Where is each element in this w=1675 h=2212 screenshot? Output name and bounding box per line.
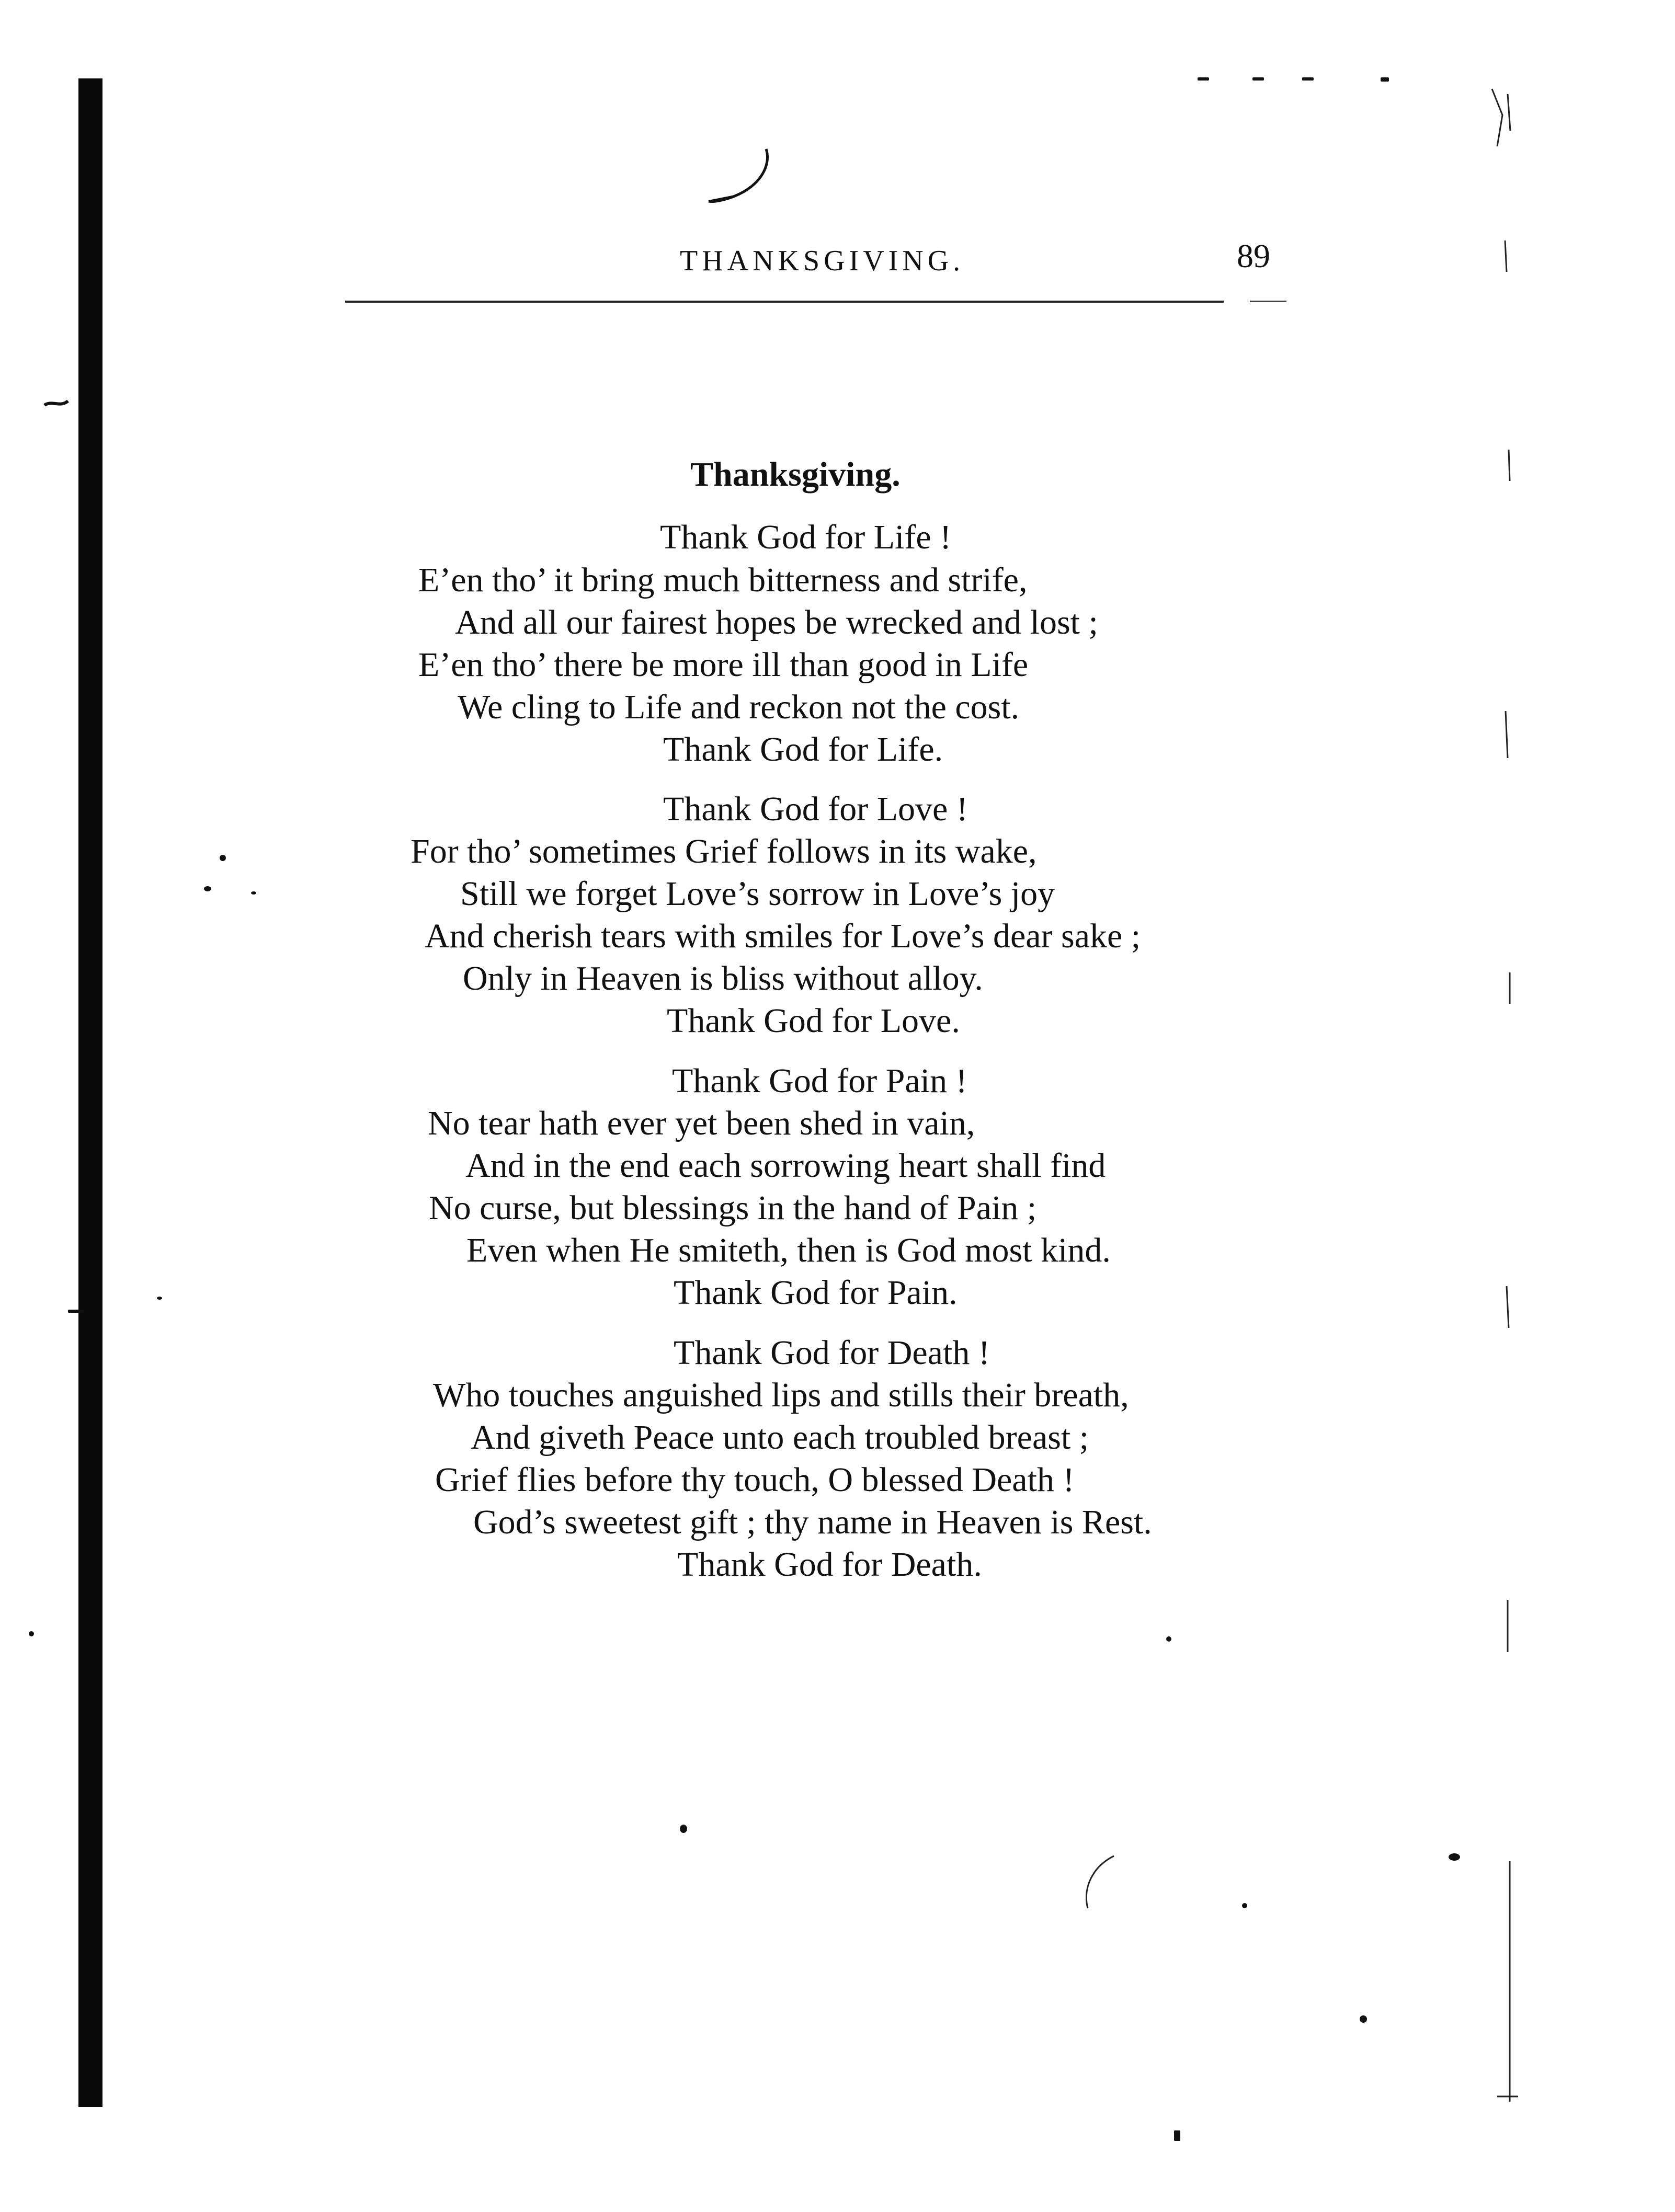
poem-title: Thanksgiving.	[690, 455, 901, 494]
stanza-1-line-6: Thank God for Life.	[663, 730, 943, 769]
stanza-4-line-2: Who touches anguished lips and stills their breath,	[433, 1376, 1129, 1414]
stanza-2-line-3: Still we forget Love’s sorrow in Love’s joy	[460, 875, 1055, 913]
speck	[29, 1631, 34, 1636]
speck	[1252, 77, 1264, 81]
stanza-1-line-1: Thank God for Life !	[660, 518, 952, 556]
stanza-1-line-3: And all our fairest hopes be wrecked and lost ;	[455, 603, 1098, 641]
stanza-3-line-3: And in the end each sorrowing heart shall find	[465, 1147, 1106, 1185]
stanza-3-line-4: No curse, but blessings in the hand of Pain ;	[429, 1189, 1037, 1227]
edge-noise	[1487, 84, 1518, 2112]
stanza-2-line-2: For tho’ sometimes Grief follows in its wake,	[411, 832, 1037, 870]
binding-edge	[78, 78, 102, 2107]
speck	[204, 886, 211, 891]
speck	[1174, 2130, 1180, 2141]
stanza-2-line-1: Thank God for Love !	[663, 790, 968, 828]
speck	[1360, 2015, 1367, 2023]
speck	[1166, 1636, 1171, 1642]
speck	[680, 1825, 687, 1833]
speck	[157, 1297, 162, 1300]
page-number: 89	[1237, 237, 1270, 274]
stanza-4-line-5: God’s sweetest gift ; thy name in Heaven is Rest.	[473, 1503, 1152, 1541]
stanza-1-line-4: E’en tho’ there be more ill than good in Life	[418, 646, 1029, 684]
stanza-4-line-6: Thank God for Death.	[677, 1545, 982, 1584]
stanza-2-line-5: Only in Heaven is bliss without alloy.	[463, 959, 983, 998]
stanza-1-line-5: We cling to Life and reckon not the cost.	[458, 688, 1020, 726]
speck	[1381, 77, 1389, 82]
stanza-2-line-4: And cherish tears with smiles for Love’s dear sake ;	[425, 917, 1141, 955]
stray-pen-mark	[1072, 1851, 1124, 1919]
stanza-2-line-6: Thank God for Love.	[667, 1002, 960, 1040]
speck	[1198, 77, 1209, 81]
header-rule-tail	[1250, 301, 1286, 302]
stanza-3-line-6: Thank God for Pain.	[674, 1274, 958, 1312]
stanza-3-line-1: Thank God for Pain !	[672, 1062, 967, 1100]
speck	[1449, 1853, 1460, 1861]
stanza-3-line-2: No tear hath ever yet been shed in vain,	[428, 1104, 975, 1142]
stanza-1-line-2: E’en tho’ it bring much bitterness and strife,	[418, 561, 1028, 599]
stanza-3-line-5: Even when He smiteth, then is God most kind.	[466, 1231, 1111, 1269]
speck	[68, 1310, 84, 1313]
page-header	[345, 233, 1286, 295]
stray-mark	[42, 395, 73, 410]
stanza-4-line-3: And giveth Peace unto each troubled breast ;	[471, 1418, 1089, 1457]
speck	[1302, 77, 1314, 81]
header-rule	[345, 301, 1224, 303]
stanza-4-line-1: Thank God for Death !	[674, 1334, 990, 1372]
stray-pen-mark	[703, 144, 787, 217]
stanza-4-line-4: Grief flies before thy touch, O blessed Death !	[435, 1461, 1075, 1499]
speck	[251, 891, 256, 895]
speck	[220, 855, 226, 861]
speck	[1242, 1903, 1247, 1908]
running-head: THANKSGIVING.	[680, 245, 965, 277]
